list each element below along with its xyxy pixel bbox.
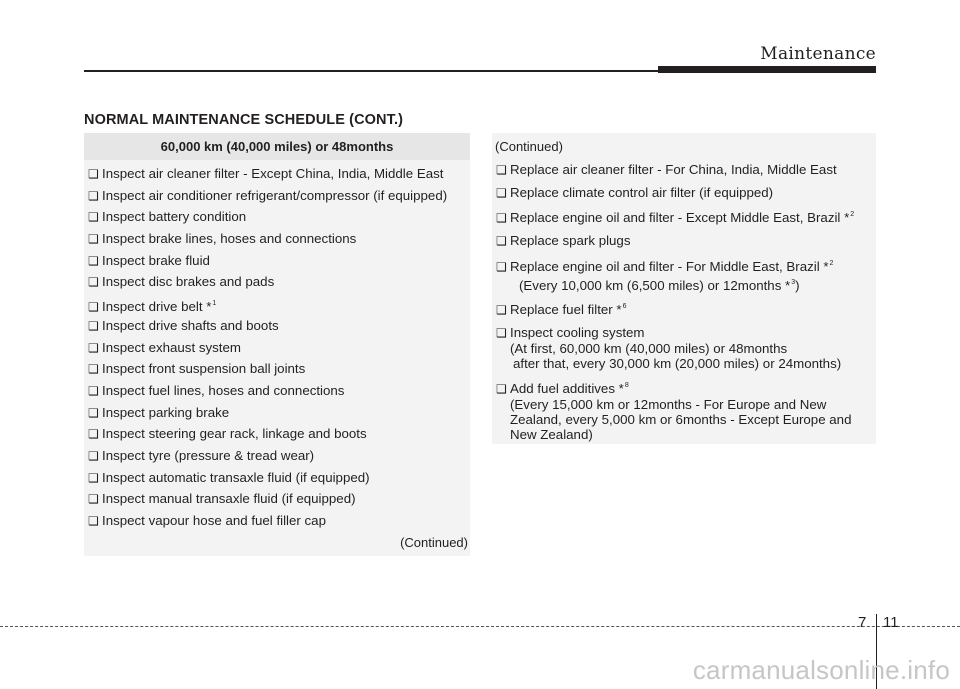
checkbox-square-icon: ❑ xyxy=(88,470,99,485)
checkbox-square-icon: ❑ xyxy=(88,318,99,333)
list-item: ❑ Inspect steering gear rack, linkage and boots xyxy=(88,426,367,442)
checkbox-square-icon: ❑ xyxy=(496,185,507,200)
interval-note: (Every 10,000 km (6,500 miles) or 12months *$^3$) xyxy=(519,277,800,293)
schedule-right-column xyxy=(492,133,876,444)
checkbox-square-icon: ❑ xyxy=(88,514,99,528)
checkbox-square-icon: ❑ xyxy=(88,253,99,268)
footnote-ref: 1 xyxy=(212,300,217,308)
checkbox-square-icon: ❑ xyxy=(496,381,507,396)
list-item: ❑ Inspect automatic transaxle fluid (if equipped) xyxy=(88,469,370,485)
checkbox-square-icon: ❑ xyxy=(88,210,99,225)
interval-note: Zealand, every 5,000 km or 6months - Except Europe and xyxy=(510,411,852,427)
list-item: ❑ Replace air cleaner filter - For China, India, Middle East xyxy=(496,162,837,177)
checkbox-square-icon: ❑ xyxy=(496,163,507,177)
list-item: ❑ Inspect air conditioner refrigerant/compressor (if equipped) xyxy=(88,187,448,203)
list-item: ❑ Inspect brake fluid xyxy=(88,252,210,268)
checkbox-square-icon: ❑ xyxy=(88,340,99,355)
list-item: ❑ Replace engine oil and filter - Except Middle East, Brazil *$^2$ xyxy=(496,210,855,226)
checkbox-square-icon: ❑ xyxy=(496,303,507,318)
list-item: ❑ Inspect parking brake xyxy=(88,404,230,420)
checkbox-square-icon: ❑ xyxy=(88,492,99,507)
interval-note: (At first, 60,000 km (40,000 miles) or 48months xyxy=(510,341,788,357)
list-item: ❑ Inspect brake lines, hoses and connections xyxy=(88,231,357,247)
list-item: ❑ Inspect drive belt *$^1$ xyxy=(88,299,217,315)
checkbox-square-icon: ❑ xyxy=(88,448,99,463)
section-title: NORMAL MAINTENANCE SCHEDULE (CONT.) xyxy=(84,112,404,128)
footnote-ref: 8 xyxy=(624,381,629,389)
continued-note: (Continued) xyxy=(400,535,468,550)
list-item: ❑ Inspect fuel lines, hoses and connections xyxy=(88,382,345,398)
chapter-number: 7 xyxy=(858,614,867,631)
footnote-ref: 3 xyxy=(791,278,796,286)
checkbox-square-icon: ❑ xyxy=(496,211,507,226)
checkbox-square-icon: ❑ xyxy=(88,300,99,315)
footnote-ref: 6 xyxy=(622,303,627,311)
continued-note: (Continued) xyxy=(495,139,563,154)
watermark: carmanualsonline.info xyxy=(692,655,950,685)
list-item: ❑ Inspect tyre (pressure & tread wear) xyxy=(88,447,315,463)
list-item: ❑ Inspect drive shafts and boots xyxy=(88,317,279,333)
checkbox-square-icon: ❑ xyxy=(88,405,99,420)
left-item-list xyxy=(84,160,470,535)
interval-note: (Every 15,000 km or 12months - For Europe and New xyxy=(510,396,827,412)
header-rule xyxy=(84,70,658,72)
checkbox-square-icon: ❑ xyxy=(88,275,99,290)
list-item: ❑ Add fuel additives *$^8$ (Every 15,000 km or 12months - For Europe and New Zealand, every 5,000 km or 6months - Except Europe and New Zealand) xyxy=(492,378,876,442)
list-item: ❑ Inspect disc brakes and pads xyxy=(88,274,275,290)
list-item: ❑ Inspect manual transaxle fluid (if equipped) xyxy=(88,491,356,507)
checkbox-square-icon: ❑ xyxy=(496,234,507,249)
list-item: ❑ Inspect exhaust system xyxy=(88,339,241,355)
schedule-left-column xyxy=(84,133,470,556)
checkbox-square-icon: ❑ xyxy=(88,232,99,247)
list-item: ❑ Inspect air cleaner filter - Except China, India, Middle East xyxy=(88,166,444,181)
checkbox-square-icon: ❑ xyxy=(88,362,99,377)
list-item: ❑ Replace fuel filter *$^6$ xyxy=(496,302,627,318)
interval-note: after that, every 30,000 km (20,000 miles) or 24months) xyxy=(513,356,842,372)
interval-heading: 60,000 km (40,000 miles) or 48months xyxy=(84,133,470,160)
checkbox-square-icon: ❑ xyxy=(496,326,507,341)
checkbox-square-icon: ❑ xyxy=(88,427,99,442)
header-rule-bar xyxy=(658,66,876,73)
checkbox-square-icon: ❑ xyxy=(88,188,99,203)
header-title: Maintenance xyxy=(760,44,876,64)
list-item: ❑ Replace spark plugs xyxy=(496,233,631,249)
list-item: ❑ Replace climate control air filter (if equipped) xyxy=(496,184,774,200)
page-number: 11 xyxy=(883,614,899,631)
checkbox-square-icon: ❑ xyxy=(496,259,507,274)
footnote-ref: 2 xyxy=(829,259,834,267)
right-item-list xyxy=(492,133,876,442)
footer-rule xyxy=(0,626,960,627)
interval-note: New Zealand) xyxy=(510,426,593,442)
footnote-ref: 2 xyxy=(850,211,855,219)
list-item: ❑ Inspect battery condition xyxy=(88,209,247,225)
list-item: ❑ Inspect vapour hose and fuel filler cap xyxy=(88,513,326,528)
list-item: ❑ Inspect cooling system (At first, 60,000 km (40,000 miles) or 48months after that, every 30,000 km (20,000 miles) or 24months) xyxy=(492,325,876,371)
checkbox-square-icon: ❑ xyxy=(88,383,99,398)
checkbox-square-icon: ❑ xyxy=(88,167,99,181)
list-item: ❑ Replace engine oil and filter - For Middle East, Brazil *$^2$ (Every 10,000 km (6,500 miles) or 12months *$^3$) xyxy=(492,256,876,293)
list-item: ❑ Inspect front suspension ball joints xyxy=(88,361,306,377)
